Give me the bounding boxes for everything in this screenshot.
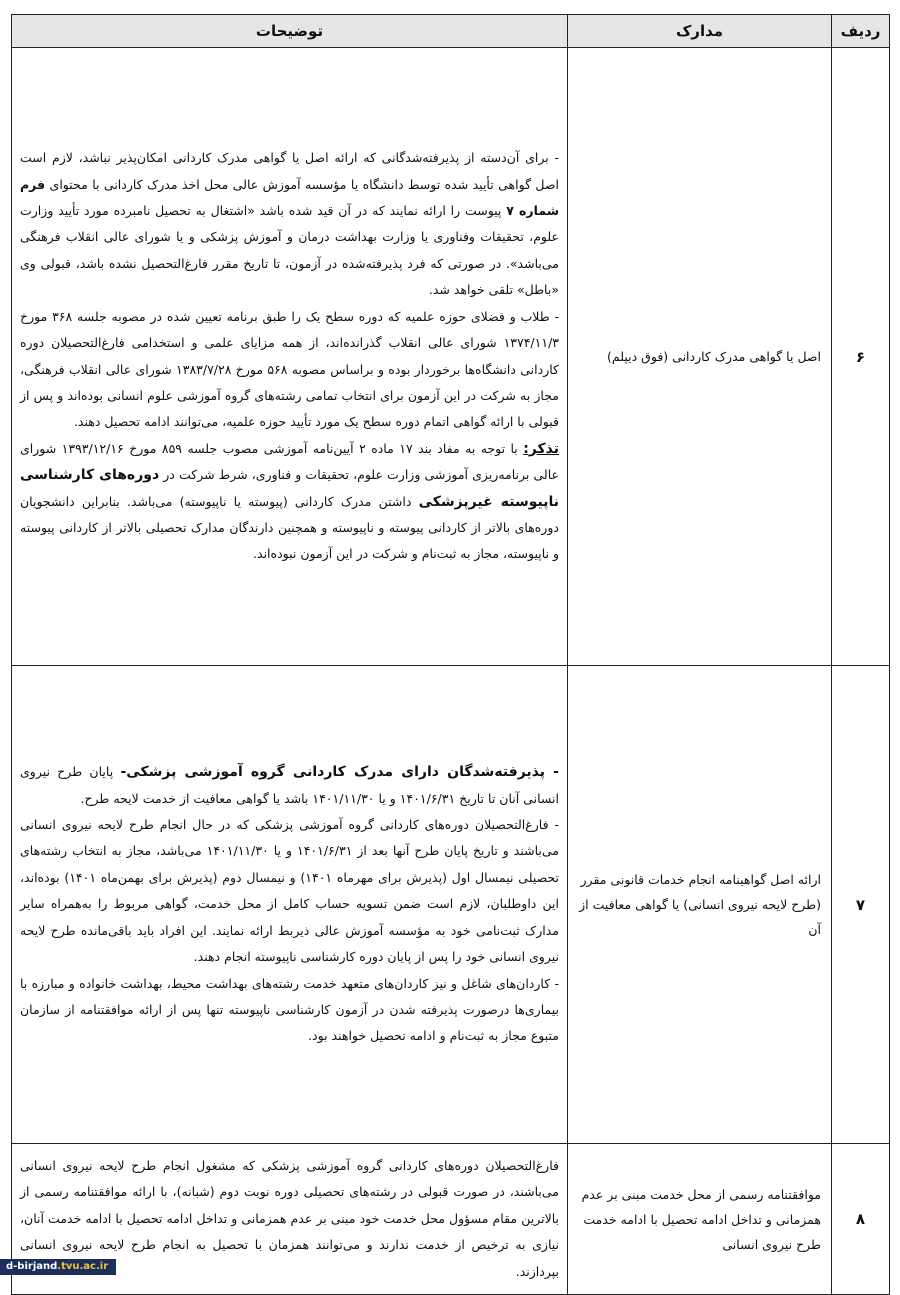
desc-text: - برای آن‌دسته از پذیرفته‌شدگانی که ارائه اصل یا گواهی مدرک کاردانی امکان‌پذیر نباشد، لازم است اصل گواهی تأیید شده توسط دانشگاه یا مؤسسه آموزش عالی محل اخذ مدرک کاردانی با محتوای [20,150,559,192]
watermark-main: d-birjand [6,1261,58,1272]
row-documents: ارائه اصل گواهینامه انجام خدمات قانونی مقرر (طرح لایحه نیروی انسانی) یا گواهی معافیت از آن [568,666,832,1144]
row-documents: موافقتنامه رسمی از محل خدمت مبنی بر عدم همزمانی و تداخل ادامه تحصیل با ادامه خدمت طرح نیروی انسانی [568,1144,832,1295]
desc-bold-text: - پذیرفته‌شدگان دارای مدرک کاردانی گروه آموزشی پزشکی- [120,764,559,781]
desc-text: داشتن مدرک کاردانی (پیوسته یا ناپیوسته) می‌باشد. بنابراین دانشجویان دوره‌های بالاتر از کاردانی پیوسته و ناپیوسته و همچنین دارندگان مدارک تحصیلی بالاتر از کاردانی پیوسته و ناپیوسته، مجاز به ثبت‌نام و شرکت در این آزمون نبوده‌اند. [20,493,559,562]
table-row [12,666,890,1144]
table-row [12,48,890,666]
desc-bold-text: فرم شماره ۷ [20,176,559,219]
header-row-number: ردیف [832,15,890,48]
desc-paragraph [20,436,559,568]
header-descriptions: توضیحات [12,15,568,48]
row-number: ۷ [832,666,890,1144]
desc-paragraph: - طلاب و فضلای حوزه علمیه که دوره سطح یک را طبق برنامه تعیین شده در مصوبه جلسه ۳۶۸ مورخ ۱۳۷۴/۱۱/۳ شورای عالی انقلاب گذرانده‌اند، از همه مزایای علمی و استخدامی فارغ‌التحصیلان دوره کاردانی دانشگاه‌ها برخوردار بوده و براساس مصوبه ۵۶۸ مورخ ۱۳۸۳/۷/۲۸ شورای عالی انقلاب فرهنگی، مجاز به شرکت در این آزمون برای انتخاب تمامی رشته‌های گروه آموزشی علوم انسانی بوده‌اند و پس از قبولی با ارائه گواهی اتمام دوره سطح یک مورد تأیید حوزه علمیه، می‌توانند ادامه تحصیل دهند. [20,308,559,430]
watermark-sub: .tvu.ac.ir [57,1261,109,1272]
desc-paragraph [20,759,559,812]
desc-text: پایان طرح نیروی انسانی آنان تا تاریخ ۱۴۰۱/۶/۳۱ و یا ۱۴۰۱/۱۱/۳۰ باشد یا گواهی معافیت از خدمت لایحه طرح. [20,764,559,806]
row-number: ۸ [832,1144,890,1295]
desc-paragraph: - فارغ‌التحصیلان دوره‌های کاردانی گروه آموزشی پزشکی که در حال انجام طرح لایحه نیروی انسانی می‌باشند و تاریخ پایان طرح آنها بعد از ۱۴۰۱/۶/۳۱ و یا ۱۴۰۱/۱۱/۳۰ می‌باشد، مجاز به انتخاب رشته‌های تحصیلی نیمسال اول (پذیرش برای مهرماه ۱۴۰۱) و نیمسال دوم (پذیرش برای بهمن‌ماه ۱۴۰۱) بوده‌اند، این داوطلبان، لازم است ضمن تسویه حساب کامل از محل خدمت، گواهی مربوط را به‌همراه سایر مدارک ثبت‌نامی خود به مؤسسه آموزش عالی ذیربط ارائه نمایند. این افراد باید باقی‌مانده طرح لایحه نیروی انسانی خود را پس از پایان دوره کارشناسی ناپیوسته انجام دهند. [20,817,559,965]
desc-text: پیوست را ارائه نمایند که در آن قید شده باشد «اشتغال به تحصیل نامبرده مورد تأیید وزارت علوم، تحقیقات وفناوری یا وزارت بهداشت درمان و آموزش پزشکی و یا شورای عالی انقلاب فرهنگی می‌باشد». در صورتی که فرد پذیرفته‌شده در آزمون، تا تاریخ مقرر فارغ‌التحصیل نشده باشد، قبولی وی «باطل» تلقی خواهد شد. [20,203,559,298]
table-header-row [12,15,890,48]
desc-bold-text: دوره‌های کارشناسی ناپیوسته غیرپزشکی [20,467,559,510]
row-description [12,666,568,1144]
note-label: تذکر: [523,440,559,457]
table-row [12,1144,890,1295]
requirements-table [11,14,890,1295]
desc-text: با توجه به مفاد بند ۱۷ ماده ۲ آیین‌نامه آموزشی مصوب جلسه ۸۵۹ مورخ ۱۳۹۳/۱۲/۱۶ شورای عالی برنامه‌ریزی آموزشی وزارت علوم، تحقیقات و فناوری، شرط شرکت در [20,440,559,483]
header-documents: مدارک [568,15,832,48]
desc-paragraph [20,145,559,303]
desc-paragraph: - کاردان‌های شاغل و نیز کاردان‌های متعهد خدمت رشته‌های بهداشت محیط، بهداشت خانواده و مبارزه با بیماری‌ها درصورت پذیرفته شدن در آزمون کارشناسی ناپیوسته تنها پس از ارائه موافقتنامه از سازمان متبوع مجاز به ثبت‌نام و ادامه تحصیل خواهند بود. [20,975,559,1044]
row-number: ۶ [832,48,890,666]
site-watermark [0,1259,116,1275]
desc-paragraph: فارغ‌التحصیلان دوره‌های کاردانی گروه آموزشی پزشکی که مشغول انجام طرح لایحه نیروی انسانی می‌باشند، در صورت قبولی در رشته‌های تحصیلی دوره نوبت دوم (شبانه)، با ارائه موافقتنامه رسمی از بالاترین مقام مسؤول محل خدمت خود مبنی بر عدم همزمانی و تداخل ادامه تحصیل با ادامه خدمت آنان، نیازی به ترخیص از خدمت ندارند و می‌توانند همزمان با تحصیل به انجام طرح لایحه نیروی انسانی بپردازند. [20,1157,559,1279]
row-documents: اصل یا گواهی مدرک کاردانی (فوق دیپلم) [568,48,832,666]
row-description [12,48,568,666]
